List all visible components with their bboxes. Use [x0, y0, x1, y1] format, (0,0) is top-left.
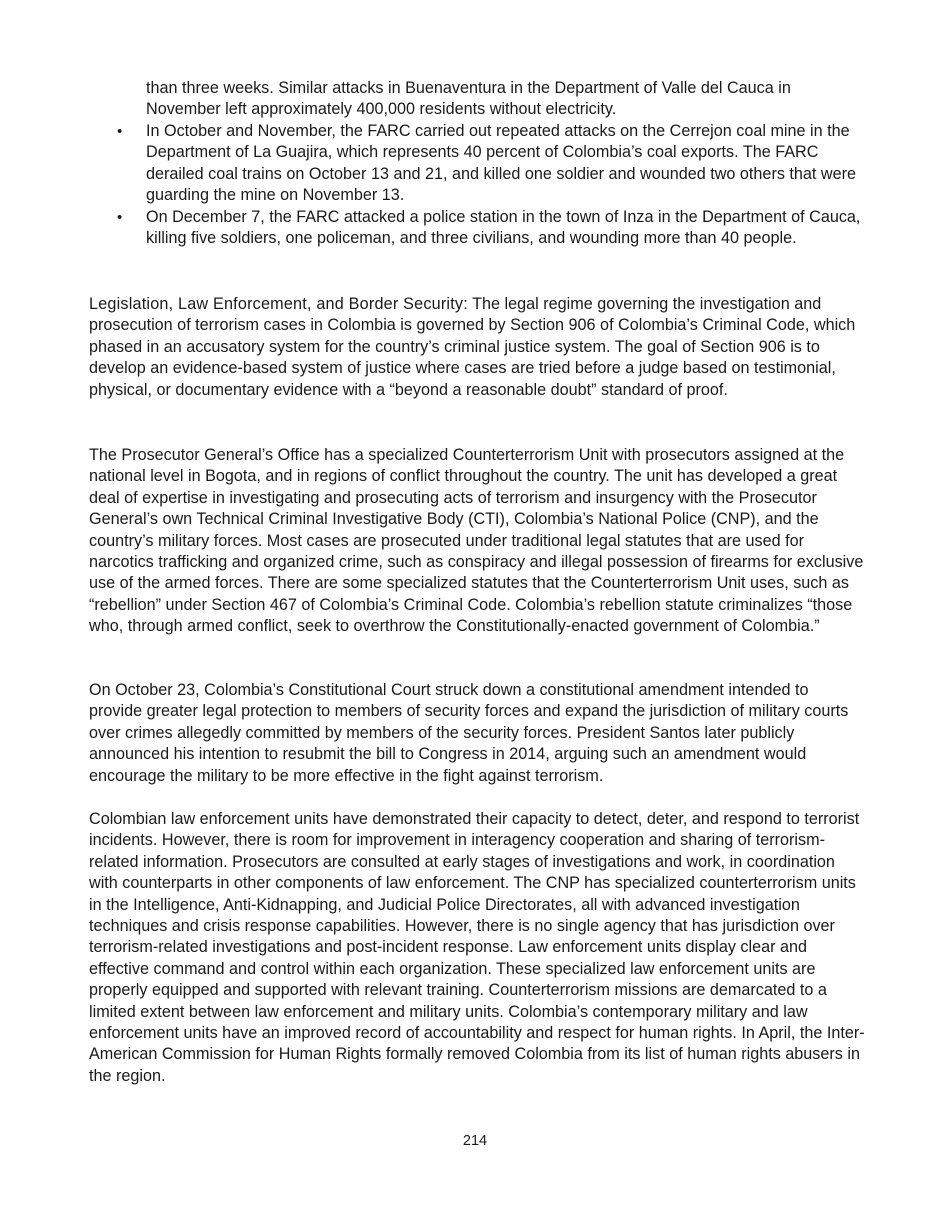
constitutional-court-paragraph: On October 23, Colombia’s Constitutional Court struck down a constitutional amendment intended to provide greater legal protection to members of security forces and expand the jurisdiction of military courts over crimes allegedly committed by members of the security forces. President Santos later publicly announced his intention to resubmit the bill to Congress in 2014, arguing such an amendment would encourage the military to be more effective in the fight against terrorism.: [89, 681, 849, 785]
legislation-paragraph: [89, 294, 865, 401]
legislation-body: The legal regime governing the investigation and prosecution of terrorism cases in Colombia is governed by Section 906 of Colombia’s Criminal Code, which phased in an accusatory system for the country’s criminal justice system. The goal of Section 906 is to develop an evidence-based system of justice where cases are tried before a judge based on testimonial, physical, or documentary evidence with a “beyond a reasonable doubt” standard of proof.: [89, 295, 856, 399]
list-item: [117, 207, 862, 250]
law-enforcement-paragraph: Colombian law enforcement units have demonstrated their capacity to detect, deter, and respond to terrorist incidents. However, there is room for improvement in interagency cooperation and sharing of terrorism-related information. Prosecutors are consulted at early stages of investigations and work, in coordination with counterparts in other components of law enforcement. The CNP has specialized counterterrorism units in the Intelligence, Anti-Kidnapping, and Judicial Police Directorates, all with advanced investigation techniques and crisis response capabilities. However, there is no single agency that has jurisdiction over terrorism-related investigations and post-incident response. Law enforcement units display clear and effective command and control within each organization. These specialized law enforcement units are properly equipped and supported with relevant training. Counterterrorism missions are demarcated to a limited extent between law enforcement and military units. Colombia’s contemporary military and law enforcement units have an improved record of accountability and respect for human rights. In April, the Inter-American Commission for Human Rights formally removed Colombia from its list of human rights abusers in the region.: [89, 810, 865, 1085]
section-heading: Legislation, Law Enforcement, and Border Security:: [89, 295, 468, 313]
attack-bullet-list: [117, 121, 862, 249]
bullet-text: On December 7, the FARC attacked a police station in the town of Inza in the Department of Cauca, killing five soldiers, one policeman, and three civilians, and wounding more than 40 people.: [146, 207, 861, 248]
bullet-marker: •: [117, 208, 123, 226]
list-item: [117, 121, 862, 207]
page-number: 214: [462, 1133, 488, 1149]
continuation-paragraph: than three weeks. Similar attacks in Buenaventura in the Department of Valle del Cauca in November left approximately 400,000 residents without electricity.: [146, 79, 791, 119]
prosecutor-paragraph: The Prosecutor General’s Office has a specialized Counterterrorism Unit with prosecutors assigned at the national level in Bogota, and in regions of conflict throughout the country. The unit has developed a great deal of expertise in investigating and prosecuting acts of terrorism and insurgency with the Prosecutor General’s own Technical Criminal Investigative Body (CTI), Colombia’s National Police (CNP), and the country’s military forces. Most cases are prosecuted under traditional legal statutes that are used for narcotics trafficking and organized crime, such as conspiracy and illegal possession of firearms for exclusive use of the armed forces. There are some specialized statutes that the Counterterrorism Unit uses, such as “rebellion” under Section 467 of Colombia’s Criminal Code. Colombia’s rebellion statute criminalizes “those who, through armed conflict, seek to overthrow the Constitutionally-enacted government of Colombia.”: [89, 446, 864, 636]
bullet-text: In October and November, the FARC carried out repeated attacks on the Cerrejon coal mine in the Department of La Guajira, which represents 40 percent of Colombia’s coal exports. The FARC derailed coal trains on October 13 and 21, and killed one soldier and wounded two others that were guarding the mine on November 13.: [146, 122, 857, 205]
bullet-marker: •: [117, 123, 123, 140]
